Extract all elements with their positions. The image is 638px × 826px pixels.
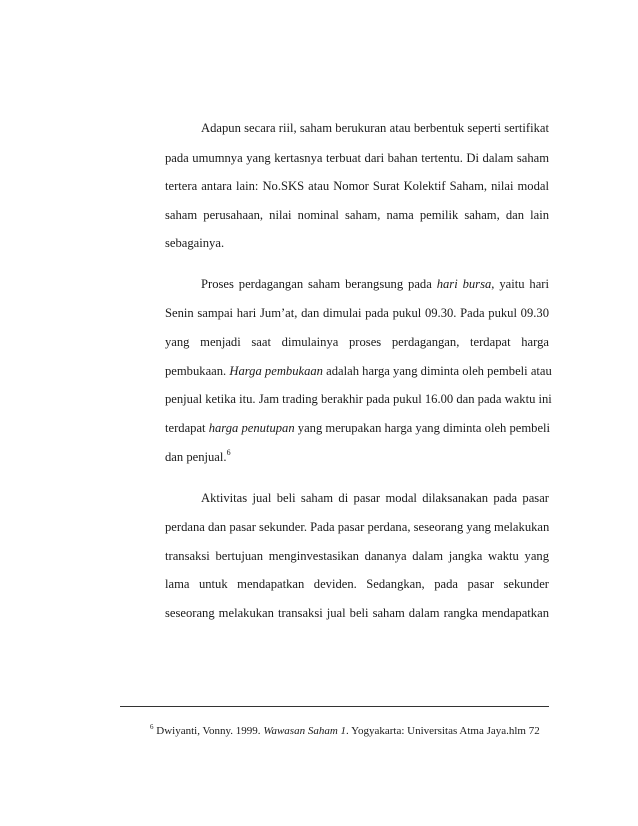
paragraph-3-line-5: seseorang melakukan transaksi jual beli saham dalam rangka mendapatkan: [165, 606, 549, 620]
paragraph-3-line-2: perdana dan pasar sekunder. Pada pasar perdana, seseorang yang melakukan: [165, 520, 550, 534]
paragraph-2-line-3: yang menjadi saat dimulainya proses perdagangan, terdapat harga: [165, 335, 549, 349]
text-run: Proses perdagangan saham berangsung pada: [201, 277, 437, 291]
footnote-divider: [120, 706, 549, 707]
footnote-book-title: Wawasan Saham 1: [263, 725, 347, 737]
paragraph-2-line-6: [165, 420, 549, 436]
paragraph-2-line-7: [165, 449, 549, 465]
text-run: pembukaan.: [165, 364, 230, 378]
footnote-text: . Yogyakarta: Universitas Atma Jaya.hlm 72: [346, 725, 540, 737]
italic-term: hari bursa: [436, 277, 492, 291]
paragraph-1-line-5: sebagainya.: [165, 236, 225, 250]
paragraph-1-line-2: pada umumnya yang kertasnya terbuat dari bahan tertentu. Di dalam saham: [165, 151, 549, 165]
paragraph-3-line-4: lama untuk mendapatkan deviden. Sedangkan, pada pasar sekunder: [165, 577, 549, 591]
italic-term: Harga pembukaan: [229, 364, 323, 378]
text-run: yang merupakan harga yang diminta oleh pembeli: [294, 421, 551, 435]
paragraph-3-line-3: transaksi bertujuan menginvestasikan dananya dalam jangka waktu yang: [165, 549, 549, 563]
paragraph-2-line-5: penjual ketika itu. Jam trading berakhir pada pukul 16.00 dan pada waktu ini: [165, 392, 552, 406]
paragraph-2-line-4: [165, 363, 552, 379]
paragraph-3-line-1: Aktivitas jual beli saham di pasar modal dilaksanakan pada pasar: [201, 491, 549, 505]
paragraph-2-line-1: [201, 276, 549, 292]
text-run: adalah harga yang diminta oleh pembeli atau: [322, 364, 552, 378]
italic-term: harga penutupan: [208, 421, 295, 435]
text-run: terdapat: [165, 421, 209, 435]
footnote-marker: 6: [226, 448, 231, 457]
text-run: dan penjual.: [165, 450, 227, 464]
footnote-text: Dwiyanti, Vonny. 1999.: [153, 725, 264, 737]
paragraph-1-line-1: Adapun secara riil, saham berukuran atau berbentuk seperti sertifikat: [201, 121, 549, 135]
text-run: , yaitu hari: [491, 277, 549, 291]
footnote: [150, 724, 540, 738]
paragraph-2-line-2: Senin sampai hari Jum’at, dan dimulai pada pukul 09.30. Pada pukul 09.30: [165, 306, 549, 320]
paragraph-1-line-4: saham perusahaan, nilai nominal saham, nama pemilik saham, dan lain: [165, 208, 549, 222]
footnote-number: 6: [150, 723, 154, 731]
paragraph-1-line-3: tertera antara lain: No.SKS atau Nomor Surat Kolektif Saham, nilai modal: [165, 179, 549, 193]
